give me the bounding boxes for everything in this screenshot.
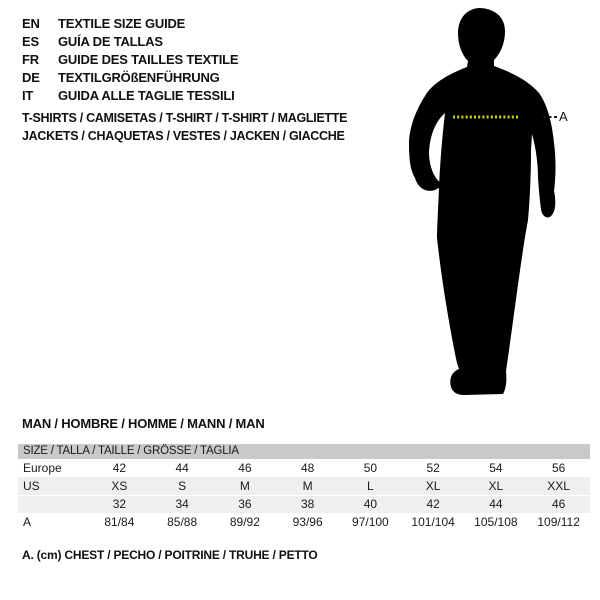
language-row xyxy=(22,33,238,51)
table-cell: XL xyxy=(425,479,441,493)
table-cell: XS xyxy=(111,479,128,493)
category-line-tshirts: T-SHIRTS / CAMISETAS / T-SHIRT / T-SHIRT / MAGLIETTE xyxy=(22,111,348,125)
table-cell: L xyxy=(367,479,374,493)
table-cell: 40 xyxy=(363,497,378,511)
language-guide-title: TEXTILE SIZE GUIDE xyxy=(58,16,186,31)
language-guide-list xyxy=(22,15,238,105)
table-cell: 109/112 xyxy=(537,515,580,529)
table-cell: 44 xyxy=(489,497,503,511)
table-cell: 101/104 xyxy=(411,515,455,529)
language-code: DE xyxy=(22,70,40,85)
table-cell: 97/100 xyxy=(352,515,389,529)
category-line-jackets: JACKETS / CHAQUETAS / VESTES / JACKEN / GIACCHE xyxy=(22,129,345,143)
table-cell: 42 xyxy=(112,461,127,475)
table-cell: 105/108 xyxy=(474,515,518,529)
language-guide-title: GUIDE DES TAILLES TEXTILE xyxy=(58,52,239,67)
table-cell: 85/88 xyxy=(167,515,198,529)
table-cell: 34 xyxy=(175,497,189,511)
table-row-chest-a xyxy=(18,513,590,531)
language-row xyxy=(22,87,238,105)
table-cell: 52 xyxy=(426,461,440,475)
table-row-europe xyxy=(18,459,590,477)
table-cell: 32 xyxy=(112,497,127,511)
table-cell: 46 xyxy=(551,497,566,511)
table-cell: 36 xyxy=(238,497,252,511)
language-code: EN xyxy=(22,16,40,31)
table-row-numeric xyxy=(18,495,590,513)
measurement-label-a: A xyxy=(559,109,568,124)
table-cell: 46 xyxy=(238,461,252,475)
table-cell: 93/96 xyxy=(292,515,323,529)
language-row xyxy=(22,69,238,87)
table-cell: S xyxy=(178,479,187,493)
language-row xyxy=(22,51,238,69)
table-row-us xyxy=(18,477,590,495)
table-cell: M xyxy=(302,479,313,493)
language-guide-title: TEXTILGRÖßENFÜHRUNG xyxy=(58,70,220,85)
table-cell: 38 xyxy=(300,497,315,511)
table-cell: 44 xyxy=(175,461,189,475)
man-silhouette-icon xyxy=(400,0,600,400)
table-cell: XXL xyxy=(547,479,570,493)
man-silhouette-shape xyxy=(409,8,556,395)
table-cell: 42 xyxy=(426,497,440,511)
table-cell: 54 xyxy=(489,461,503,475)
table-cell: 56 xyxy=(551,461,566,475)
measurement-footnote: A. (cm) CHEST / PECHO / POITRINE / TRUHE / PETTO xyxy=(22,548,318,562)
language-guide-title: GUÍA DE TALLAS xyxy=(58,34,163,49)
table-cell: 89/92 xyxy=(229,515,260,529)
section-heading-man: MAN / HOMBRE / HOMME / MANN / MAN xyxy=(22,416,265,431)
row-label: A xyxy=(23,515,32,529)
row-label: Europe xyxy=(23,461,62,475)
table-cell: 48 xyxy=(300,461,315,475)
language-code: FR xyxy=(22,52,39,67)
garment-categories xyxy=(22,109,347,145)
language-guide-title: GUIDA ALLE TAGLIE TESSILI xyxy=(58,88,235,103)
table-cell: M xyxy=(239,479,250,493)
table-cell: 50 xyxy=(363,461,378,475)
size-table-header-row: SIZE / TALLA / TAILLE / GRÖSSE / TAGLIA xyxy=(18,444,590,459)
row-label: US xyxy=(23,479,40,493)
table-cell: 81/84 xyxy=(104,515,135,529)
language-code: IT xyxy=(22,88,34,103)
language-code: ES xyxy=(22,34,39,49)
table-cell: XL xyxy=(488,479,504,493)
language-row xyxy=(22,15,238,33)
man-silhouette-figure xyxy=(400,0,600,400)
row-label xyxy=(18,496,88,513)
size-table xyxy=(18,444,590,531)
